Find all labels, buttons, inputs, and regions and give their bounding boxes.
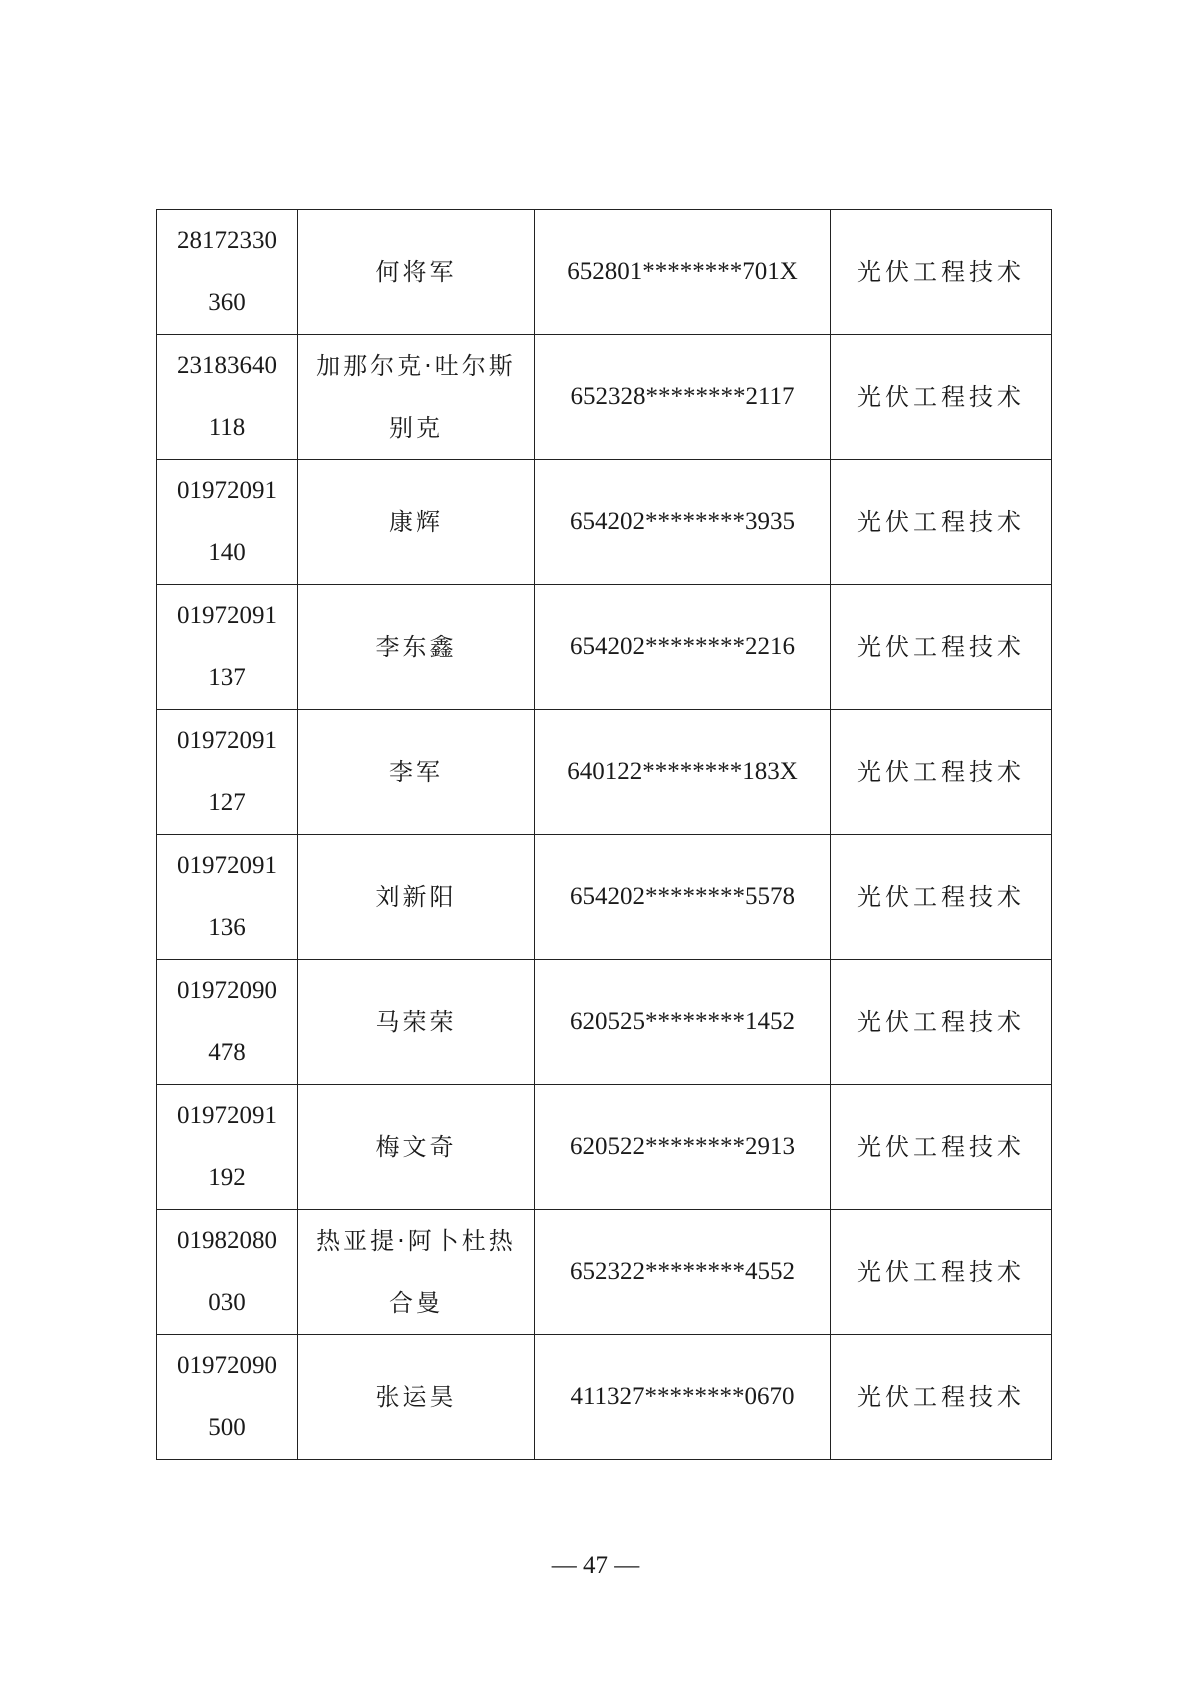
table-row [157,1085,1052,1210]
student-number-cell: 01972090 478 [157,960,298,1085]
student-number-cell: 01972091 140 [157,460,298,585]
major-cell: 光伏工程技术 [831,1335,1052,1460]
major-cell: 光伏工程技术 [831,710,1052,835]
major-cell: 光伏工程技术 [831,210,1052,335]
table-row [157,710,1052,835]
name-cell: 梅文奇 [298,1085,535,1210]
name-cell: 李东鑫 [298,585,535,710]
student-number-cell: 01972091 127 [157,710,298,835]
student-table [156,209,1052,1460]
id-card-cell: 652801********701X [535,210,831,335]
id-card-cell: 654202********2216 [535,585,831,710]
major-cell: 光伏工程技术 [831,1210,1052,1335]
name-cell: 刘新阳 [298,835,535,960]
major-cell: 光伏工程技术 [831,1085,1052,1210]
id-card-cell: 411327********0670 [535,1335,831,1460]
student-number-cell: 01972091 192 [157,1085,298,1210]
table-row [157,835,1052,960]
table-row [157,335,1052,460]
id-card-cell: 652328********2117 [535,335,831,460]
student-number-cell: 28172330 360 [157,210,298,335]
student-number-cell: 01972091 136 [157,835,298,960]
name-cell: 何将军 [298,210,535,335]
name-cell: 加那尔克·吐尔斯 别克 [298,335,535,460]
name-cell: 李军 [298,710,535,835]
major-cell: 光伏工程技术 [831,335,1052,460]
student-number-cell: 01972091 137 [157,585,298,710]
major-cell: 光伏工程技术 [831,585,1052,710]
id-card-cell: 620525********1452 [535,960,831,1085]
table-row [157,585,1052,710]
student-number-cell: 01972090 500 [157,1335,298,1460]
major-cell: 光伏工程技术 [831,460,1052,585]
name-cell: 马荣荣 [298,960,535,1085]
student-number-cell: 01982080 030 [157,1210,298,1335]
id-card-cell: 652322********4552 [535,1210,831,1335]
name-cell: 张运昊 [298,1335,535,1460]
student-number-cell: 23183640 118 [157,335,298,460]
id-card-cell: 654202********3935 [535,460,831,585]
id-card-cell: 620522********2913 [535,1085,831,1210]
table-row [157,460,1052,585]
id-card-cell: 654202********5578 [535,835,831,960]
table-row [157,210,1052,335]
major-cell: 光伏工程技术 [831,835,1052,960]
table-row [157,960,1052,1085]
table-row [157,1335,1052,1460]
table-row [157,1210,1052,1335]
name-cell: 康辉 [298,460,535,585]
major-cell: 光伏工程技术 [831,960,1052,1085]
student-table-container [156,209,1051,1460]
page-number: — 47 — [551,1552,640,1579]
id-card-cell: 640122********183X [535,710,831,835]
name-cell: 热亚提·阿卜杜热 合曼 [298,1210,535,1335]
